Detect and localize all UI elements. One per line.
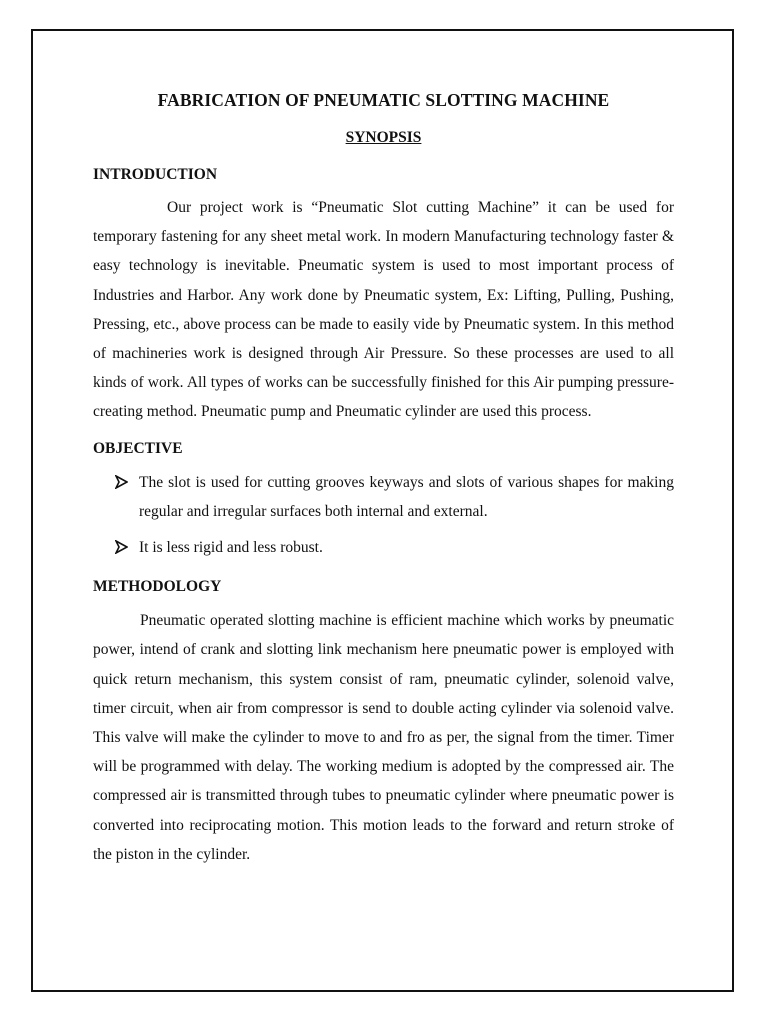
objective-bullet-item: [93, 533, 674, 562]
methodology-paragraph: Pneumatic operated slotting machine is efficient machine which works by pneumatic power, intend of crank and slotting link mechanism here pneumatic power is employed with quick return mechanism, this system consist of ram, pneumatic cylinder, solenoid valve, timer circuit, when air from compressor is send to double acting cylinder via solenoid valve. This valve will make the cylinder to move to and fro as per, the signal from the timer. Timer will be programmed with delay. The working medium is adopted by the compressed air. The compressed air is transmitted through tubes to pneumatic cylinder where pneumatic power is converted into reciprocating motion. This motion leads to the forward and return stroke of the piston in the cylinder.: [93, 612, 674, 863]
objective-heading: OBJECTIVE: [93, 439, 183, 457]
introduction-paragraph: Our project work is “Pneumatic Slot cutting Machine” it can be used for temporary fastening for any sheet metal work. In modern Manufacturing technology faster & easy technology is inevitable. Pneumatic system is used to most important process of Industries and Harbor. Any work done by Pneumatic system, Ex: Lifting, Pulling, Pushing, Pressing, etc., above process can be made to easily vide by Pneumatic system. In this method of machineries work is designed through Air Pressure. So these processes are used to all kinds of work. All types of works can be successfully finished for this Air pumping pressure-creating method. Pneumatic pump and Pneumatic cylinder are used this process.: [93, 199, 674, 421]
objective-bullet-text: It is less rigid and less robust.: [139, 539, 323, 557]
methodology-heading: METHODOLOGY: [93, 578, 222, 596]
document-content: [93, 88, 674, 869]
introduction-heading: INTRODUCTION: [93, 166, 218, 183]
synopsis-heading: SYNOPSIS: [345, 129, 422, 146]
objective-list: [93, 468, 674, 563]
arrowhead-bullet-icon: [115, 475, 128, 489]
objective-bullet-item: [93, 468, 674, 526]
document-title: FABRICATION OF PNEUMATIC SLOTTING MACHINE: [157, 90, 610, 110]
arrowhead-bullet-icon: [115, 540, 128, 554]
objective-bullet-text: The slot is used for cutting grooves keyways and slots of various shapes for making regular and irregular surfaces both internal and external.: [139, 473, 674, 520]
